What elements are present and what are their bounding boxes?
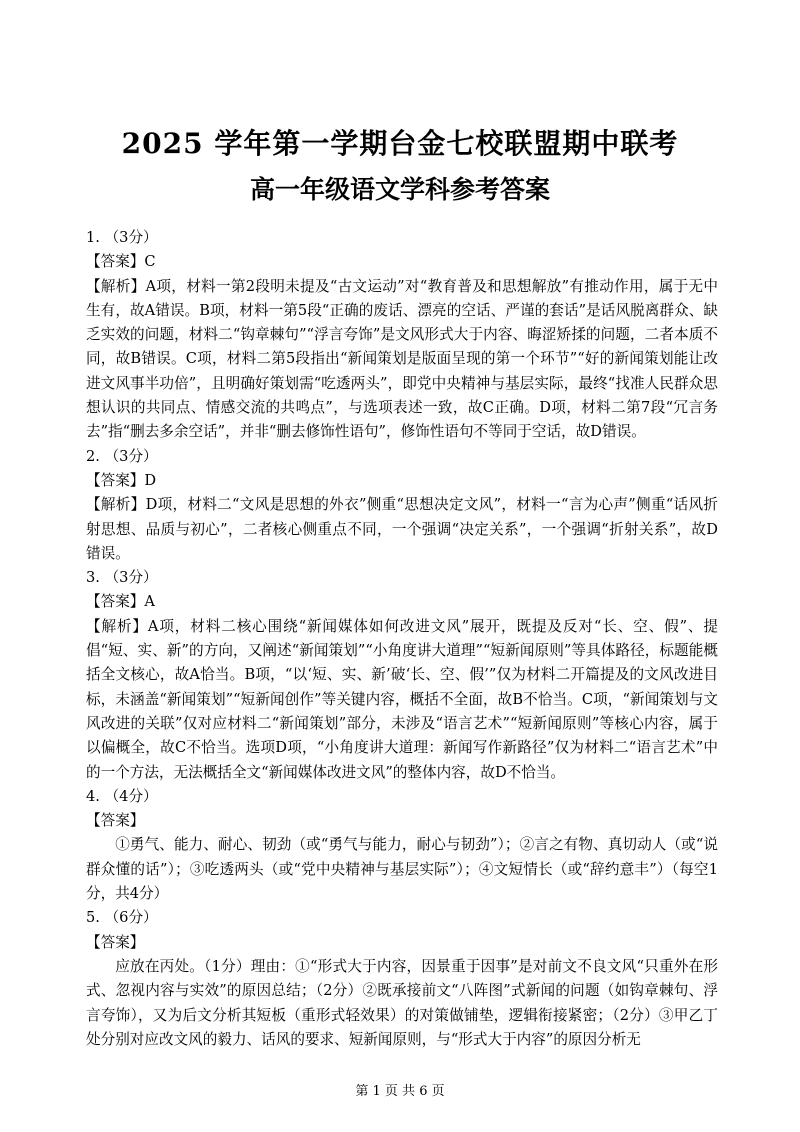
question-2-analysis: 【解析】D项，材料二“文风是思想的外衣”侧重“思想决定文风”，材料一“言为心声”侧重“话风折射思想、品质与初心”，二者核心侧重点不同，一个强调“决定关系”，一个强调“折射关系”，故D错误。 bbox=[86, 496, 718, 562]
question-4-answer: 【答案】 bbox=[86, 812, 145, 830]
page-footer: 第 1 页 共 6 页 bbox=[355, 1084, 445, 1099]
question-1-answer: 【答案】C bbox=[86, 253, 156, 271]
question-2-answer: 【答案】D bbox=[86, 471, 157, 489]
question-3-number: 3. （3分） bbox=[86, 569, 158, 587]
question-3-answer: 【答案】A bbox=[86, 593, 155, 611]
document-title: 2025 学年第一学期台金七校联盟期中联考 bbox=[121, 127, 679, 160]
question-1-number: 1. （3分） bbox=[86, 229, 158, 246]
question-2-number: 2. （3分） bbox=[86, 447, 158, 465]
document-subtitle: 高一年级语文学科参考答案 bbox=[249, 175, 550, 204]
answer-content bbox=[86, 226, 718, 1052]
question-4-number: 4. （4分） bbox=[86, 787, 158, 805]
question-4-analysis: ①勇气、能力、耐心、韧劲（或“勇气与能力，耐心与韧劲”）；②言之有物、真切动人（或“说群众懂的话”）；③吃透两头（或“党中央精神与基层实际”）；④文短情长（或“辞约意丰”）（每空1分，共4分） bbox=[86, 836, 718, 903]
question-3-analysis: 【解析】A项，材料二核心围绕“新闻媒体如何改进文风”展开，既提及反对“长、空、假”、提倡“短、实、新”的方向，又阐述“新闻策划”“小角度讲大道理”“短新闻原则”等具体路径，标题能概括全文核心，故A恰当。B项，“以‘短、实、新’破‘长、空、假’”仅为材料二开篇提及的文风改进目标，未涵盖“新闻策划”“短新闻创作”等关键内容，概括不全面，故B不恰当。C项，“新闻策划与文风改进的关联”仅对应材料二“新闻策划”部分，未涉及“语言艺术”“短新闻原则”等核心内容，属于以偏概全，故C不恰当。选项D项，“小角度讲大道理：新闻写作新路径”仅为材料二“语言艺术”中的一个方法，无法概括全文“新闻媒体改进文风”的整体内容，故D不恰当。 bbox=[86, 617, 718, 781]
question-1-analysis: 【解析】A项，材料一第2段明未提及“古文运动”对“教育普及和思想解放”有推动作用，属于无中生有，故A错误。B项，材料一第5段“正确的废话、漂亮的空话、严谨的套话”是话风脱离群众、缺乏实效的问题，材料二“钩章棘句”“浮言夸饰”是文风形式大于内容、晦涩矫揉的问题，二者本质不同，故B错误。C项，材料二第5段指出“新闻策划是版面呈现的第一个环节”“好的新闻策划能让改进文风事半功倍”，且明确好策划需“吃透两头”，即党中央精神与基层实际，最终“找准人民群众思想认识的共同点、情感交流的共鸣点”，与选项表述一致，故C正确。D项，材料二第7段“冗言务去”指“删去多余空话”，并非“删去修饰性语句”，修饰性语句不等同于空话，故D错误。 bbox=[86, 277, 718, 441]
question-5-number: 5. （6分） bbox=[86, 909, 158, 927]
question-5-answer: 【答案】 bbox=[86, 933, 145, 951]
question-5-analysis: 应放在丙处。（1分）理由：①“形式大于内容，因景重于因事”是对前文不良文风“只重外在形式、忽视内容与实效”的原因总结；（2分）②既承接前文“八阵图”式新闻的问题（如钩章棘句、浮言夸饰），又为后文分析其短板（重形式轻效果）的对策做铺垫，逻辑衔接紧密；（2分）③甲乙丁处分别对应改文风的毅力、话风的要求、短新闻原则，与“形式大于内容”的原因分析无 bbox=[86, 957, 718, 1048]
